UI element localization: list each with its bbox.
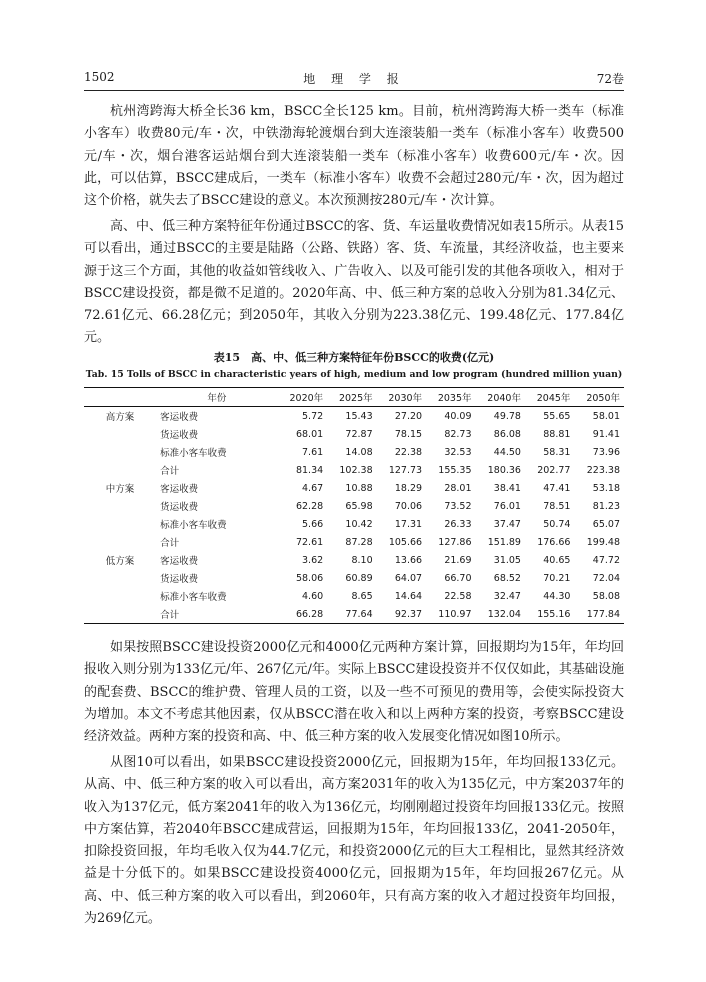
table-cell-value: 176.66 [537, 536, 571, 548]
table-cell-value: 81.23 [592, 500, 620, 512]
running-header [84, 70, 624, 90]
table-cell-value: 13.66 [394, 554, 423, 566]
paragraph-revenue-summary: 高、中、低三种方案特征年份通过BSCC的客、货、车运量收费情况如表15所示。从表15可以看出，通过BSCC的主要是陆路（公路、铁路）客、货、车流量，其经济收益，也主要来源于这三个方面，其他的收益如管线收入、广告收入、以及可能引发的其他各项收入，相对于BSCC建设投资，都是微不足道的。2020年高、中、低三种方案的总收入分别为81.34亿元、72.61亿元、66.28亿元；到2050年，其收入分别为223.38亿元、199.48亿元、177.84亿元。 [84, 219, 624, 346]
volume-label: 72卷 [596, 72, 624, 86]
table-cell-value: 81.34 [295, 464, 324, 476]
table-cell-value: 14.64 [394, 590, 423, 602]
table-row [84, 605, 624, 624]
table-cell-value: 44.50 [493, 446, 521, 458]
table-cell-value: 55.65 [543, 410, 571, 422]
row-group-label [84, 533, 156, 551]
page-number: 1502 [84, 70, 115, 84]
table-row [84, 569, 624, 587]
table-cell-value: 49.78 [493, 410, 521, 422]
row-item-label: 合计 [160, 538, 180, 549]
row-item-label: 客运收费 [160, 556, 199, 567]
table-cell-value: 105.66 [388, 536, 423, 548]
table-cell-value: 58.01 [592, 410, 620, 422]
table-cell-value: 127.73 [388, 464, 423, 476]
header-cell-year-value: 2050年 [574, 388, 624, 407]
table-row [84, 479, 624, 497]
table-row [84, 587, 624, 605]
header-rule [84, 90, 624, 91]
table-cell-value: 155.16 [525, 605, 574, 624]
header-cell-year-value: 2025年 [327, 388, 376, 407]
journal-name: 地 理 学 报 [303, 72, 405, 86]
table-cell-value: 78.51 [543, 500, 571, 512]
table-cell-value: 66.70 [444, 572, 472, 584]
row-group-label [84, 497, 156, 515]
table-cell-value: 38.41 [493, 482, 521, 494]
table-cell-value: 86.08 [493, 428, 521, 440]
table-cell-value: 64.07 [394, 572, 423, 584]
table-cell-value: 26.33 [444, 518, 472, 530]
row-group-label [84, 443, 156, 461]
table-cell-value: 5.66 [302, 518, 324, 530]
table-row [84, 497, 624, 515]
row-group-label [84, 587, 156, 605]
header-cell-group [84, 388, 156, 407]
row-group-label: 中方案 [105, 484, 135, 495]
table-cell-value: 65.07 [592, 518, 620, 530]
table-cell-value: 7.61 [302, 446, 324, 458]
row-item-label: 标准小客车收费 [160, 520, 227, 531]
table-cell-value: 32.47 [493, 590, 521, 602]
header-cell-year-value: 2040年 [476, 388, 525, 407]
table-cell-value: 5.72 [302, 410, 324, 422]
row-group-label: 低方案 [105, 556, 135, 567]
table-cell-value: 177.84 [574, 605, 624, 624]
table-body [84, 407, 624, 624]
row-group-label [84, 515, 156, 533]
table-row [84, 533, 624, 551]
table-cell-value: 10.88 [345, 482, 373, 494]
table-cell-value: 73.52 [444, 500, 472, 512]
table-cell-value: 110.97 [426, 605, 475, 624]
table-row [84, 461, 624, 479]
table-cell-value: 202.77 [537, 464, 571, 476]
header-cell-year-value: 2020年 [278, 388, 327, 407]
table-cell-value: 58.08 [592, 590, 620, 602]
row-group-label: 高方案 [105, 412, 135, 423]
table-cell-value: 87.28 [345, 536, 373, 548]
table-cell-value: 73.96 [592, 446, 620, 458]
table-cell-value: 31.05 [493, 554, 521, 566]
table-cell-value: 40.09 [444, 410, 472, 422]
table-row [84, 407, 624, 426]
table-cell-value: 102.38 [339, 464, 373, 476]
table-cell-value: 68.01 [295, 428, 324, 440]
table-cell-value: 3.62 [302, 554, 324, 566]
table-cell-value: 18.29 [394, 482, 423, 494]
table-cell-value: 151.89 [487, 536, 521, 548]
row-item-label: 标准小客车收费 [160, 448, 227, 459]
table-cell-value: 37.47 [493, 518, 521, 530]
toll-table [84, 387, 624, 624]
table-cell-value: 21.69 [444, 554, 472, 566]
table-cell-value: 22.58 [444, 590, 472, 602]
paragraph-investment-scenarios: 如果按照BSCC建设投资2000亿元和4000亿元两种方案计算，回报期均为15年，年均回报收入则分别为133亿元/年、267亿元/年。实际上BSCC建设投资并不仅仅如此，其基础设施的配套费、BSCC的维护费、管理人员的工资，以及一些不可预见的费用等，会使实际投资大为增加。本文不考虑其他因素，仅从BSCC潜在收入和以上两种方案的投资，考察BSCC建设经济效益。两种方案的投资和高、中、低三种方案的收入发展变化情况如图10所示。 [84, 640, 624, 745]
table-cell-value: 70.06 [394, 500, 423, 512]
row-item-label: 客运收费 [160, 412, 199, 423]
table-cell-value: 77.64 [327, 605, 376, 624]
table-caption-en: Tab. 15 Tolls of BSCC in characteristic years of high, medium and low program (hundred million yuan) [85, 369, 623, 380]
row-item-label: 货运收费 [160, 574, 199, 585]
table-cell-value: 68.52 [493, 572, 521, 584]
table-header-row [84, 388, 624, 407]
table-cell-value: 4.60 [302, 590, 324, 602]
table-cell-value: 62.28 [295, 500, 324, 512]
row-group-label [84, 425, 156, 443]
header-cell-year-value: 2035年 [426, 388, 475, 407]
table-cell-value: 92.37 [377, 605, 426, 624]
row-group-label [84, 461, 156, 479]
table-cell-value: 50.74 [543, 518, 571, 530]
table-cell-value: 32.53 [444, 446, 472, 458]
table-cell-value: 91.41 [592, 428, 620, 440]
row-group-label [84, 569, 156, 587]
paragraph-toll-pricing: 杭州湾跨海大桥全长36 km，BSCC全长125 km。目前，杭州湾跨海大桥一类车（标准小客车）收费80元/车・次，中铁渤海轮渡烟台到大连滚装船一类车（标准小客车）收费500元/车・次，烟台港客运站烟台到大连滚装船一类车（标准小客车）收费600元/车・次。因此，可以估算，BSCC建成后，一类车（标准小客车）收费不会超过280元/车・次，因为超过这个价格，就失去了BSCC建设的意义。本次预测按280元/车・次计算。 [84, 104, 624, 209]
table-cell-value: 127.86 [438, 536, 472, 548]
row-item-label: 货运收费 [160, 430, 199, 441]
table-row [84, 551, 624, 569]
table-cell-value: 78.15 [394, 428, 423, 440]
table-cell-value: 27.20 [394, 410, 423, 422]
table-caption-cn: 表15 高、中、低三种方案特征年份BSCC的收费(亿元) [213, 351, 495, 364]
row-item-label: 货运收费 [160, 502, 199, 513]
table-cell-value: 88.81 [543, 428, 571, 440]
table-row [84, 515, 624, 533]
row-group-label [84, 605, 156, 624]
table-cell-value: 28.01 [444, 482, 472, 494]
table-cell-value: 70.21 [543, 572, 571, 584]
table-cell-value: 58.06 [295, 572, 324, 584]
table-cell-value: 53.18 [592, 482, 620, 494]
table-cell-value: 8.65 [351, 590, 373, 602]
table-cell-value: 22.38 [394, 446, 423, 458]
table-cell-value: 76.01 [493, 500, 521, 512]
table-cell-value: 223.38 [586, 464, 620, 476]
paragraph-figure-analysis: 从图10可以看出，如果BSCC建设投资2000亿元，回报期为15年，年均回报133亿元。从高、中、低三种方案的收入可以看出，高方案2031年的收入为135亿元，中方案2037年的收入为137亿元，低方案2041年的收入为136亿元，均刚刚超过投资年均回报133亿元。按照中方案估算，若2040年BSCC建成营运，回报期为15年，年均回报133亿，2041-2050年，扣除投资回报，年均毛收入仅为44.7亿元，和投资2000亿元的巨大工程相比，显然其经济效益是十分低下的。如果BSCC建设投资4000亿元，回报期为15年，年均回报267亿元。从高、中、低三种方案的收入可以看出，到2060年，只有高方案的收入才超过投资年均回报，为269亿元。 [84, 755, 624, 927]
row-item-label: 标准小客车收费 [160, 592, 227, 603]
table-cell-value: 199.48 [586, 536, 620, 548]
table-cell-value: 66.28 [278, 605, 327, 624]
row-item-label: 客运收费 [160, 484, 199, 495]
table-row [84, 443, 624, 461]
table-cell-value: 65.98 [345, 500, 373, 512]
table-cell-value: 58.31 [543, 446, 571, 458]
table-cell-value: 72.87 [345, 428, 373, 440]
table-cell-value: 8.10 [351, 554, 373, 566]
table-cell-value: 155.35 [438, 464, 472, 476]
table-cell-value: 180.36 [487, 464, 521, 476]
row-item-label: 合计 [156, 605, 278, 624]
table-cell-value: 44.30 [543, 590, 571, 602]
row-item-label: 合计 [160, 466, 180, 477]
table-cell-value: 14.08 [345, 446, 373, 458]
table-cell-value: 72.04 [592, 572, 620, 584]
table-row [84, 425, 624, 443]
table-cell-value: 47.72 [592, 554, 620, 566]
table-cell-value: 4.67 [302, 482, 324, 494]
table-cell-value: 17.31 [394, 518, 423, 530]
table-cell-value: 40.65 [543, 554, 571, 566]
table-cell-value: 82.73 [444, 428, 472, 440]
table-cell-value: 47.41 [543, 482, 571, 494]
header-cell-year-value: 2045年 [525, 388, 574, 407]
header-cell-year: 年份 [156, 388, 278, 407]
table-cell-value: 72.61 [295, 536, 324, 548]
table-cell-value: 132.04 [476, 605, 525, 624]
table-cell-value: 15.43 [345, 410, 373, 422]
table-cell-value: 60.89 [345, 572, 373, 584]
table-cell-value: 10.42 [345, 518, 373, 530]
header-cell-year-value: 2030年 [377, 388, 426, 407]
